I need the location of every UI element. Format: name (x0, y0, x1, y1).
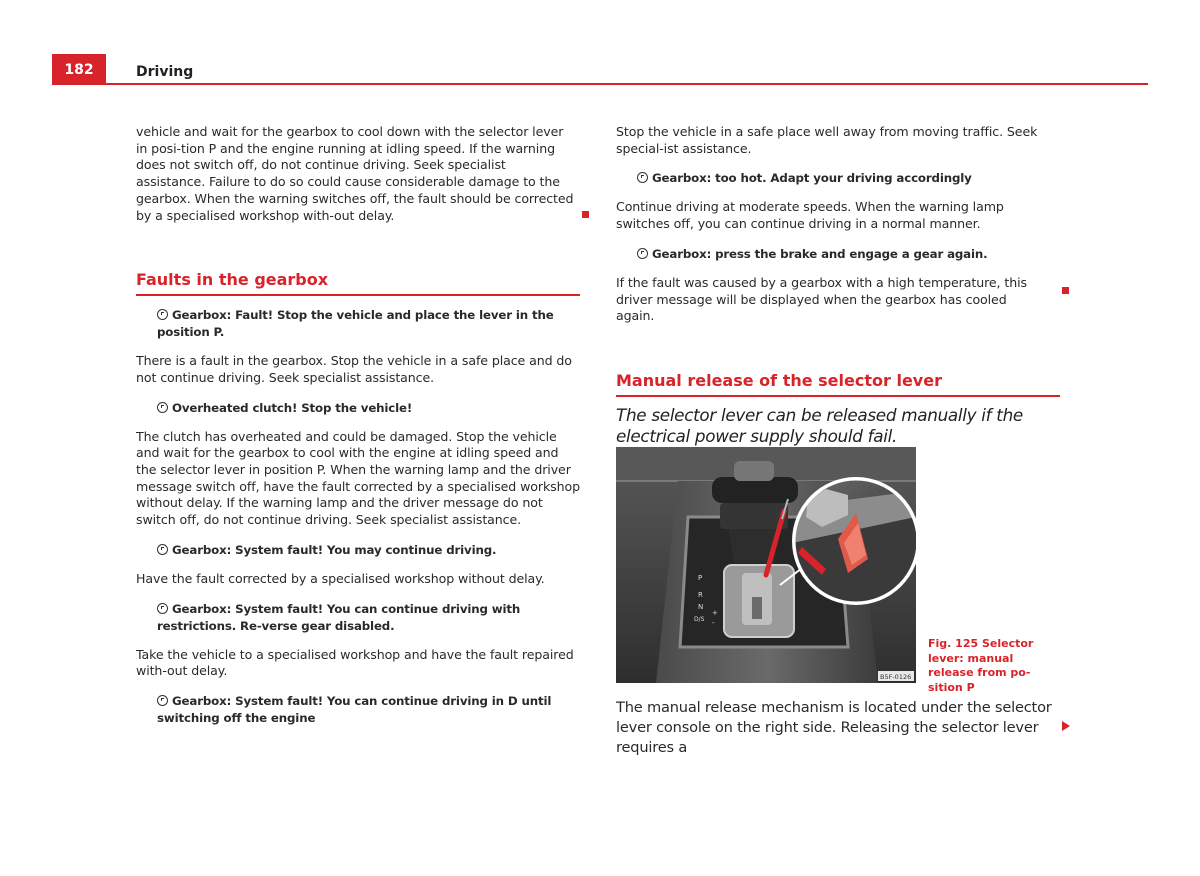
gear-label-plus: + (712, 609, 718, 617)
continue-arrow-icon (1062, 721, 1070, 731)
driver-message-6-text: Gearbox: too hot. Adapt your driving accordingly (652, 171, 972, 186)
paragraph: There is a fault in the gearbox. Stop the vehicle in a safe place and do not continue driving. Seek specialist assistance. (136, 353, 572, 385)
gearbox-warning-icon (157, 544, 168, 555)
driver-message-7-text: Gearbox: press the brake and engage a gear again. (652, 246, 988, 261)
driver-message-4 (157, 601, 567, 635)
page-number: 182 (52, 54, 106, 85)
figure-code: B5F-0126 (880, 673, 912, 681)
gear-label-ds: D/S (694, 616, 705, 623)
running-header: Driving (136, 64, 194, 80)
paragraph: If the fault was caused by a gearbox with a high temperature, this driver message will be displayed when the gearbox has cooled again. (616, 274, 1027, 324)
driver-message-2 (157, 400, 580, 417)
manual-release-body: The manual release mechanism is located under the selector lever console on the right side. Releasing the selector lever requires a (616, 699, 1052, 756)
header-rule (52, 83, 1148, 85)
end-of-section-mark (582, 211, 589, 218)
gearbox-warning-icon (637, 172, 648, 183)
driver-message-2-text: Overheated clutch! Stop the vehicle! (172, 400, 413, 415)
gearbox-warning-icon (157, 402, 168, 413)
gearbox-warning-icon (157, 695, 168, 706)
heading-manual-release: Manual release of the selector lever (616, 371, 1060, 397)
paragraph: Have the fault corrected by a specialised workshop without delay. (136, 570, 545, 586)
driver-message-3-text: Gearbox: System fault! You may continue driving. (172, 542, 497, 557)
figure-caption: Fig. 125 Selector lever: manual release from po-sition P (928, 637, 1034, 694)
driver-message-1-text: Gearbox: Fault! Stop the vehicle and place the lever in the position P. (157, 308, 554, 340)
paragraph: The clutch has overheated and could be damaged. Stop the vehicle and wait for the gearbox to cool with the engine at idling speed and the selector lever in position P. When the warning lamp and the driver message switch off, have the fault corrected by a specialised workshop without delay. If the warning lamp and the driver message do not switch off, do not continue driving. Seek specialist assistance. (136, 428, 581, 528)
gearbox-warning-icon (637, 248, 648, 259)
gearbox-warning-icon (157, 309, 168, 320)
end-of-section-mark (1062, 287, 1069, 294)
selector-lever-illustration (616, 447, 916, 683)
driver-message-1 (157, 307, 580, 341)
driver-message-5-text: Gearbox: System fault! You can continue driving in D until switching off the engine (157, 693, 552, 725)
driver-message-7 (637, 246, 1060, 263)
heading-faults-in-gearbox: Faults in the gearbox (136, 270, 580, 296)
gear-label-r: R (698, 591, 703, 599)
paragraph: Continue driving at moderate speeds. When the warning lamp switches off, you can continue driving in a normal manner. (616, 199, 1004, 232)
driver-message-4-text: Gearbox: System fault! You can continue driving with restrictions. Re-verse gear disabled. (157, 601, 521, 633)
right-intro-paragraph: Stop the vehicle in a safe place well away from moving traffic. Seek special-ist assistance. (616, 124, 1038, 156)
selector-lever-figure (616, 447, 916, 683)
right-column (616, 124, 1060, 447)
gear-label-p: P (698, 574, 703, 582)
paragraph: Take the vehicle to a specialised workshop and have the fault repaired with-out delay. (136, 646, 574, 679)
left-column (136, 124, 580, 727)
driver-message-6 (637, 170, 1060, 187)
driver-message-5 (157, 693, 577, 727)
gear-label-n: N (698, 603, 704, 611)
lead-paragraph: The selector lever can be released manually if the electrical power supply should fail. (616, 404, 1023, 446)
gearbox-warning-icon (157, 603, 168, 614)
gear-label-minus: - (712, 619, 715, 627)
left-intro-paragraph: vehicle and wait for the gearbox to cool down with the selector lever in posi-tion P and the engine running at idling speed. If the warning does not switch off, do not continue driving. Seek specialist assistance. Failure to do so could cause considerable damage to the gearbox. When the warning switches off, the fault should be corrected by a specialised workshop with-out delay. (136, 124, 574, 223)
driver-message-3 (157, 542, 580, 559)
